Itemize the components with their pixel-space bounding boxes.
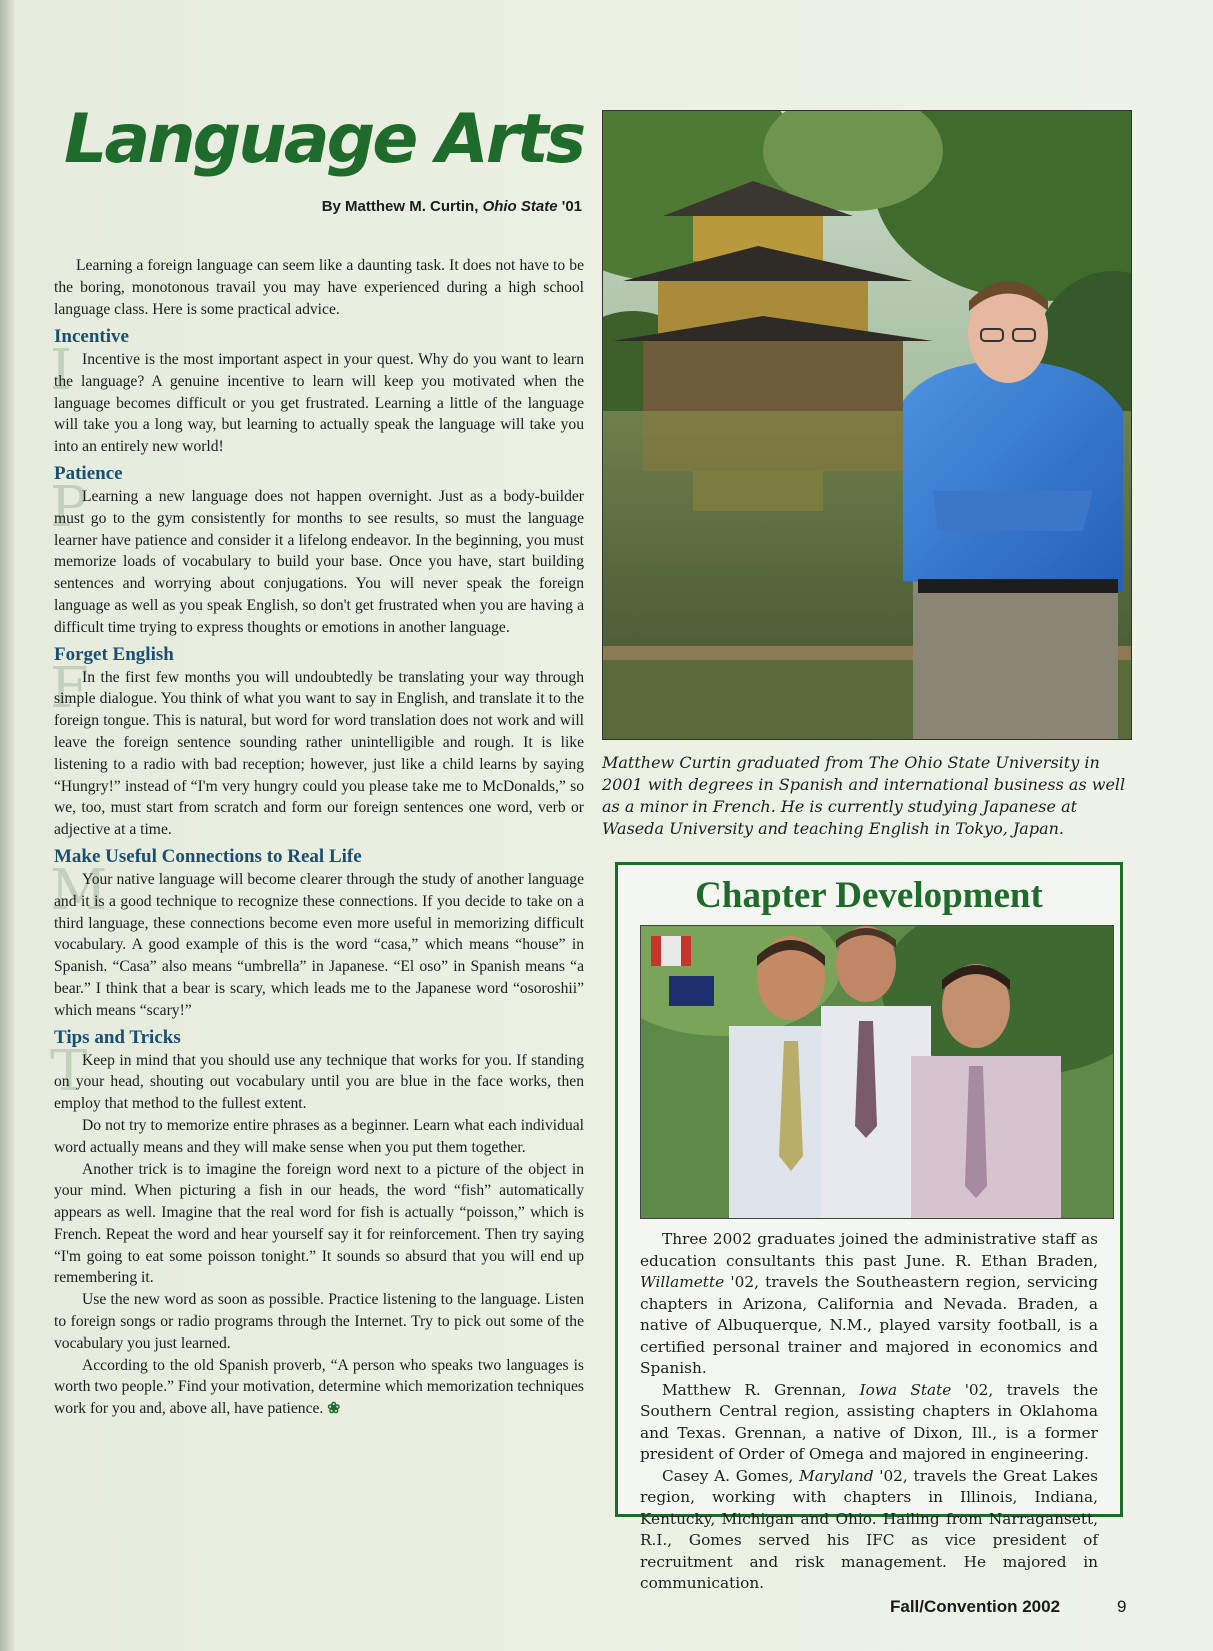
section-body [54, 486, 584, 639]
consultant-braden [640, 1229, 1098, 1380]
paragraph: Keep in mind that you should use any technique that works for you. If standing on your head, shouting out vocabulary until you are blue in the face works, then employ that method to the fullest extent. [54, 1051, 584, 1113]
consultant-grennan [640, 1380, 1098, 1466]
byline-school: Ohio State [482, 198, 558, 215]
consultants-group-photo [640, 925, 1114, 1219]
section-heading: Incentive [54, 326, 129, 347]
photo-column [602, 110, 1136, 840]
braden-text-a: Three 2002 graduates joined the administrative staff as education consultants this past June. R. Ethan Braden, [640, 1230, 1098, 1270]
paragraph: Another trick is to imagine the foreign word next to a picture of the object in your mind. When picturing a fish in our heads, the word “fish” automatically appears as well. Imagine that the real word for fish is actually “poisson,” which is French. Repeat the word and hear yourself say it for reinforcement. Then try saying “I'm going to eat some poisson tonight.” It sounds so absurd that you will end up remembering it. [54, 1160, 584, 1287]
section-patience [50, 462, 584, 639]
section-forget-english [50, 643, 584, 841]
drop-letter: F [50, 655, 89, 721]
group-photo-illustration [641, 926, 1113, 1218]
grennan-text-b: '02, travels the Southern Central region, assisting chapters in Oklahoma and Texas. Grennan, a native of Dixon, Ill., is a former president of Order of Omega and majored in engineering. [640, 1380, 1098, 1463]
grennan-text-a: Matthew R. Grennan, [662, 1380, 860, 1399]
article-title: Language Arts [64, 100, 584, 179]
paragraph: In the first few months you will undoubtedly be translating your way through simple dialogue. You think of what you want to say in English, and translate it to the foreign tongue. This is natural, but word for word translation does not work and will leave the foreign sentence sounding rather unintelligible and rough. It is like listening to a radio with bad reception; however, just like a child learns by saying “Hungry!” instead of “I'm very hungry could you please take me to McDonalds,” so we, too, must start from scratch and form our foreign sentences one word, verb or adjective at a time. [54, 668, 584, 839]
paragraph: Incentive is the most important aspect in your quest. Why do you want to learn the language? A genuine incentive to learn will keep you motivated when the language becomes difficult or you get frustrated. Learning a little of the language will take you a long way, but learning to actually speak the language will take you into an entirely new world! [54, 351, 584, 456]
article-byline [54, 198, 584, 215]
section-heading: Patience [54, 462, 123, 484]
section-body [54, 1050, 584, 1421]
sidebar-body [640, 1229, 1098, 1595]
closing-paragraph-text: According to the old Spanish proverb, “A person who speaks two languages is worth two people.” Find your motivation, determine which memorization techniques work for you and, above all, have patience. [54, 1356, 584, 1418]
photo-caption: Matthew Curtin graduated from The Ohio State University in 2001 with degrees in Spanish and international business as well as a minor in French. He is currently studying Japanese at Waseda University and teaching English in Tokyo, Japan. [602, 753, 1126, 838]
section-heading: Make Useful Connections to Real Life [54, 845, 362, 867]
gomes-text-a: Casey A. Gomes, [662, 1466, 800, 1485]
binding-shadow [0, 0, 14, 1651]
section-useful-connections [50, 845, 584, 1022]
byline-prefix: By Matthew M. Curtin, [321, 198, 483, 215]
grennan-school: Iowa State [859, 1380, 952, 1399]
author-photo-golden-pavilion [602, 110, 1132, 740]
paragraph [54, 1355, 584, 1420]
byline-year: '01 [557, 198, 582, 215]
drop-letter: P [50, 474, 88, 540]
section-body [54, 349, 584, 458]
issue-footer: Fall/Convention 2002 [890, 1597, 1061, 1616]
section-incentive [50, 325, 584, 458]
end-mark-icon: ❀ [327, 1400, 341, 1418]
article-column [50, 60, 584, 1420]
photo-illustration [603, 111, 1132, 740]
paragraph: Learning a new language does not happen overnight. Just as a body-builder must go to the gym consistently for months to see results, so must the language learner have patience and consider it a lifelong endeavor. In the beginning, you must memorize loads of vocabulary to build your base. Once you have, start building sentences and worrying about conjugations. You will never speak the foreign language as well as you speak English, so don't get frustrated when you are having a difficult time trying to express thoughts or emotions in another language. [54, 487, 584, 636]
consultant-gomes [640, 1466, 1098, 1595]
paragraph: Your native language will become clearer through the study of another language and it is a good technique to recognize these connections. If you decide to take on a third language, these connections become even more useful in memorizing difficult vocabulary. A good example of this is the word “casa,” which means “house” in Spanish. “Casa” also means “umbrella” in Japanese. “El oso” in Spanish means “a bear.” I think that a bear is scary, which leads me to the Japanese word “osoroshii” which means “scary!” [54, 870, 584, 1019]
chapter-development-sidebar [615, 862, 1123, 1592]
drop-letter: M [50, 857, 108, 923]
gomes-school: Maryland [799, 1466, 874, 1485]
section-heading: Tips and Tricks [54, 1026, 181, 1048]
braden-school: Willamette [640, 1273, 725, 1291]
sidebar-title: Chapter Development [695, 875, 1043, 916]
page-number: 9 [1117, 1597, 1127, 1616]
section-tips-and-tricks [50, 1026, 584, 1421]
gomes-text-b: '02, travels the Great Lakes region, working with chapters in Illinois, Indiana, Kentucky, Michigan and Ohio. Hailing from Narragansett, R.I., Gomes served his IFC as vice president of recruitment and risk management. He majored in communication. [640, 1466, 1098, 1592]
drop-letter: T [50, 1038, 88, 1104]
section-body [54, 869, 584, 1022]
drop-letter: I [50, 338, 73, 403]
section-body [54, 667, 584, 841]
paragraph: Do not try to memorize entire phrases as a beginner. Learn what each individual word actually means and they will make sense when you put them together. [54, 1116, 584, 1156]
braden-text-b: '02, travels the Southeastern region, servicing chapters in Arizona, California and Nevada. Braden, a native of Albuquerque, N.M., played varsity football, is a certified personal trainer and majored in economics and Spanish. [640, 1273, 1098, 1377]
paragraph: Use the new word as soon as possible. Practice listening to the language. Listen to foreign songs or radio programs through the Internet. Try to pick out some of the vocabulary you just learned. [54, 1291, 584, 1352]
section-heading: Forget English [54, 643, 174, 665]
article-intro: Learning a foreign language can seem like a daunting task. It does not have to be the boring, monotonous travail you may have experienced during a high school language class. Here is some practical advice. [54, 257, 584, 318]
